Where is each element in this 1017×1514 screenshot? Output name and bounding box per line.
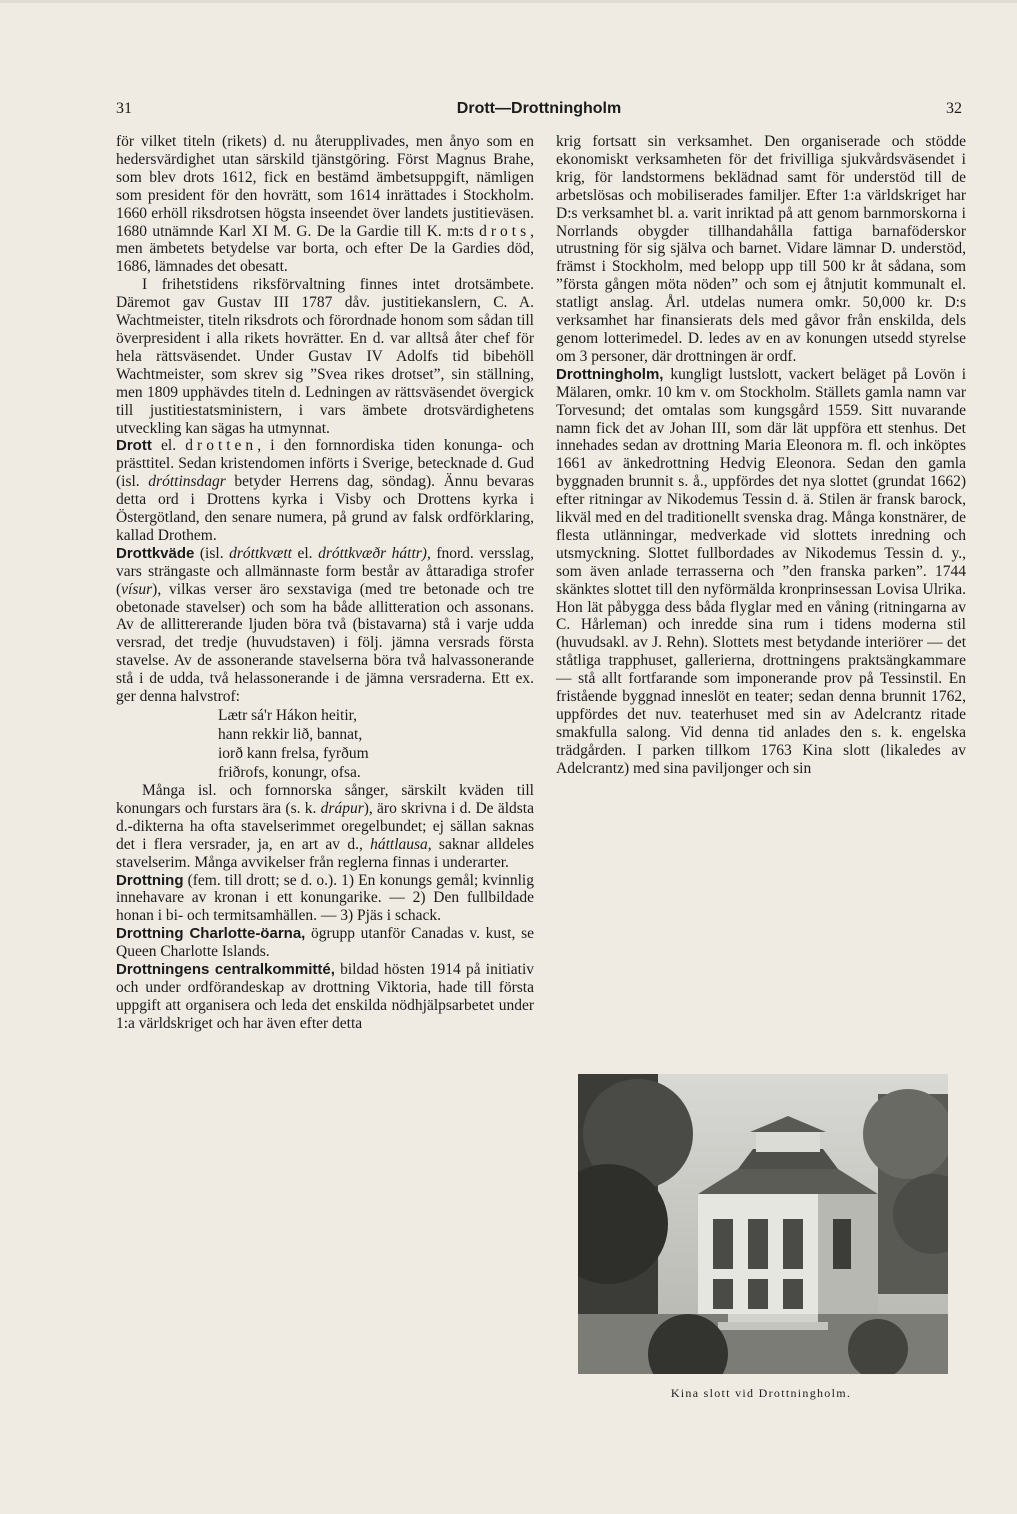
verse-line: hann rekkir lið, bannat, xyxy=(218,726,363,743)
headword-drottkvade: Drottkväde xyxy=(116,544,195,562)
verse-line: Lætr sá'r Hákon heitir, xyxy=(218,707,358,724)
page-number-left: 31 xyxy=(116,100,132,117)
entry-drottning-charlotte-oarna: Drottning Charlotte-öarna, ögrupp utanför Canadas v. kust, se Queen Charlotte Islands. xyxy=(116,925,534,961)
entry-drott: Drott el. drotten, i den fornnordiska tiden konunga- och prästtitel. Sedan kristendomen införts i Sverige, betecknade d. Gud (isl. dróttinsdagr betyder Herrens dag, söndag). Ännu bevaras detta ord i Drottens kyrka i Visby och Drottens kyrka i Östergötland, den senare numera, på grund av falsk ordförklaring, kallad Drothem. xyxy=(116,437,535,544)
paragraph-drots-continued: för vilket titeln (rikets) d. nu återupplivades, men ånyo som en hedersvärdighet utan särskild tjänstgöring. Först Magnus Brahe, som blev drots 1612, fick en bestämd ämbetsuppgift, nämligen som president för den hovrätt, som 1614 inrättades i Stockholm. 1660 erhöll riksdrotsen högsta inseendet över landets justitieväsen. 1680 utnämnde Karl XI M. G. De la Gardie till K. m:ts drots, men ämbetets betydelse var borta, och efter De la Gardies död, 1686, lämnades det obesatt. xyxy=(116,133,535,276)
entry-drottningholm: Drottningholm, kungligt lustslott, vackert beläget på Lovön i Mälaren, omkr. 10 km v. om Stockholm. Ställets gamla namn var Torvesund; det omtalas som kungsgård 1559. Sitt nuvarande namn fick det av Johan III, som där lät uppföra ett stenhus. Det innehades sedan av drottning Maria Eleonora m. fl. och inköptes 1661 av änkedrottning Hedvig Eleonora. Sedan den gamla byggnaden brunnit s. å., uppfördes det nya slottet (grundat 1662) efter ritningar av Nikodemus Tessin d. ä. Stilen är fransk barock, likväl med en del traditionellt svenska drag. Många konstnärer, de flesta utlänningar, medverkade vid slottets inredning och utsmyckning. Slottet fullbordades av Nikodemus Tessin d. y., som även anlade terrasserna och ”den franska parken”. 1744 skänktes slottet till den nyförmälda kronprinsessan Lovisa Ulrika. Hon lät påbygga dess båda flyglar med en våning (ritningarna av C. Hårleman) och inredde sina rum i tidens moderna stil (huvudsakl. av J. Rehn). Slottets mest betydande interiörer — det ståtliga trapphuset, gallerierna, drottningens praktsängkammare — stå allt fortfarande som imponerande prov på Tessinstil. En fristående byggnad inneslöt en teater; sedan denna brunnit 1762, uppfördes det nuv. teaterhuset med sin av Adelcrantz ritade smakfulla salong. Vid denna tid anlades den s. k. engelska trädgården. I parken tillkom 1763 Kina slott (likaledes av Adelcrantz) med sina paviljonger och sin xyxy=(556,365,966,777)
entry-drottningens-centralkommitte: Drottningens centralkommitté, bildad hösten 1914 på initiativ och under ordförandeskap av drottning Viktoria, hade till första uppgift att organisera och leda det enskilda nödhjälpsarbetet under 1:a världskriget och har även efter detta xyxy=(116,961,535,1032)
left-column xyxy=(116,133,534,1033)
verse-example xyxy=(218,706,534,782)
paragraph-manga-sanger: Många isl. och fornnorska sånger, särskilt kväden till konungars och furstars ära (s. k. drápur), äro skrivna i d. De äldsta d.-dikterna ha ofta stavelserimmet oregelbundet; ej sällan saknas det i flera versrader, ja, en art av d., háttlausa, saknar alldeles stavelserim. Många avvikelser från reglerna finnas i underarter. xyxy=(116,782,534,871)
top-edge-rule xyxy=(0,0,1017,3)
verse-line: friðrofs, konungr, ofsa. xyxy=(218,764,361,781)
page-header xyxy=(116,100,962,124)
entry-drottning: Drottning (fem. till drott; se d. o.). 1) En konungs gemål; kvinnlig innehavare av kronan i ett konungarike. — 2) Den fullbildade honan i bi- och termitsamhällen. — 3) Pjäs i schack. xyxy=(116,871,534,925)
right-column xyxy=(556,133,966,778)
photo-kina-slott xyxy=(578,1074,948,1374)
headword-drottning-charlotte-oarna: Drottning Charlotte-öarna, xyxy=(116,925,306,943)
paragraph-frihetstiden: I frihetstidens riksförvaltning finnes intet drotsämbete. Däremot gav Gustav III 1787 dåv. justitiekanslern, C. A. Wachtmeister, titeln riksdrots och förordnade honom som sådan till överpresident i alla rikets hovrätter. En d. var alltså åter chef för hela rättsväsendet. Under Gustav IV Adolfs tid bibehöll Wachtmeister, som skrev sig ”Svea rikes drotset”, sin ställning, men 1809 upphävdes titeln d. Ledningen av rättsväsendet övergick till justitiestatsministern, i vars ämbete drotsvärdighetens utveckling kan sägas ha utmynnat. xyxy=(116,276,534,437)
headword-drottning: Drottning xyxy=(116,871,184,889)
paragraph-centralkommitte-continued: krig fortsatt sin verksamhet. Den organiserade och stödde ekonomiskt verksamheten för det frivilliga sjukvårdsväsendet i krig, för landstormens beklädnad samt för understöd till de arbetslösas och mobiliserades familjer. Efter 1:a världskriget har D:s verksamhet bl. a. varit inriktad på att genom barnmorskorna i Norrlands obygder tillhandahålla fattiga barnaföderskor utrustning för sig själva och barnet. Vidare lämnar D. understöd, främst i Stockholm, med belopp upp till 500 kr åt sådana, som ”första gången möta nöden” och som ej åtnjutit kommunalt el. statligt anslag. Årl. utdelas numera omkr. 50,000 kr. D:s verksamhet har finansierats dels med gåvor från enskilda, dels genom lotterimedel. D. ledes av en av konungen utsedd styrelse om 3 personer, där drottningen är ordf. xyxy=(556,133,966,365)
page-number-right: 32 xyxy=(946,100,962,117)
entry-drottkvade: Drottkväde (isl. dróttkvætt el. dróttkvæðr háttr), fnord. versslag, vars strängaste och allmännaste form består av åttaradiga strofer (vísur), vilkas verser äro sexstaviga (med tre betonade och tre obetonade stavelser) och som ha både allitteration och assonans. Av de allittererande ljuden böra två (bistavarna) stå i varje udda versrad, det tredje (huvudstaven) i följ. jämna versrads första stavelse. Av de assonerande stavelserna böra två halvassonerande stå i de udda, två helassonerande i de jämna versraderna. Ett ex. ger denna halvstrof: xyxy=(116,544,534,706)
headword-drottningholm: Drottningholm, xyxy=(556,365,664,383)
headword-drottningens-centralkommitte: Drottningens centralkommitté, xyxy=(116,961,335,979)
photo-caption: Kina slott vid Drottningholm. xyxy=(670,1386,852,1400)
headword-drott: Drott xyxy=(116,437,152,455)
verse-line: iorð kann frelsa, fyrðum xyxy=(218,745,369,762)
running-title: Drott—Drottningholm xyxy=(456,100,622,117)
kina-slott-illustration xyxy=(578,1074,948,1374)
